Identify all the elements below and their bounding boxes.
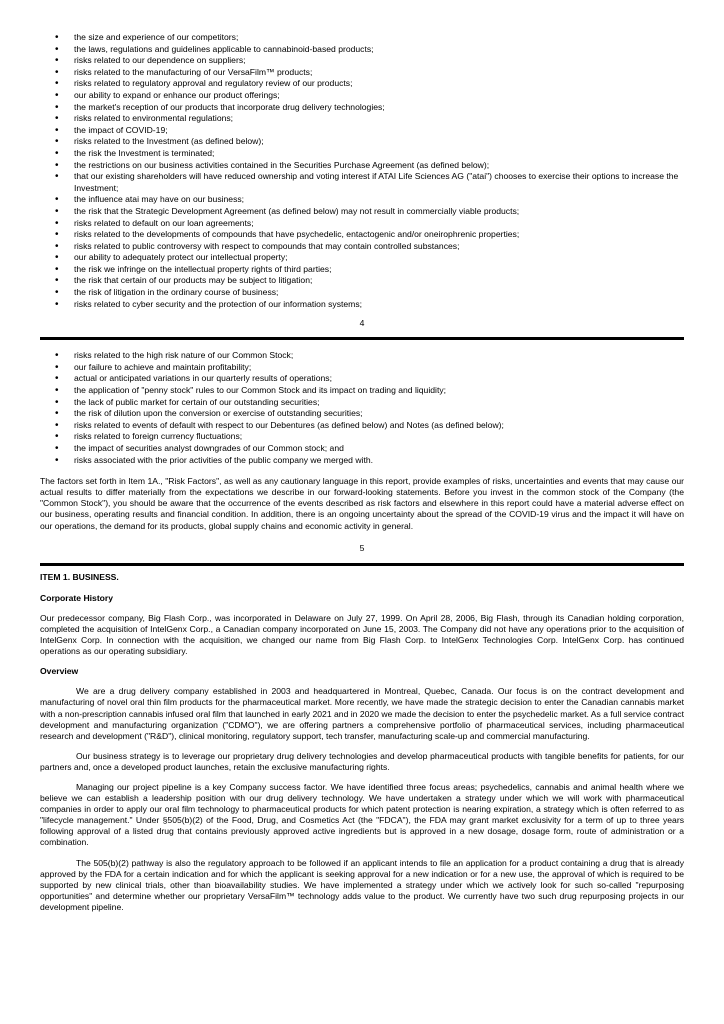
bullet-icon: • (55, 159, 59, 171)
bullet-item (40, 252, 684, 264)
page-number-4: 4 (359, 318, 365, 329)
bullet-icon: • (55, 124, 59, 136)
page-break-rule (40, 563, 684, 566)
bullet-text: our ability to expand or enhance our product offerings; (74, 89, 280, 100)
bullet-icon: • (55, 136, 59, 148)
bullet-text: our failure to achieve and maintain profitability; (74, 361, 252, 372)
corporate-history-heading: Corporate History (40, 592, 114, 603)
bullet-icon: • (55, 361, 59, 373)
bullet-icon: • (55, 43, 59, 55)
bullet-text: the risk of litigation in the ordinary course of business; (74, 287, 279, 298)
bullet-item (40, 397, 684, 409)
bullet-text: actual or anticipated variations in our quarterly results of operations; (74, 373, 332, 384)
bullet-item (40, 160, 684, 172)
bullet-text: the size and experience of our competitors; (74, 32, 239, 42)
bullet-item (40, 420, 684, 432)
bullet-item (40, 275, 684, 287)
bullet-text: the influence atai may have on our business; (74, 194, 245, 205)
bullet-item (40, 78, 684, 90)
bullet-icon: • (55, 263, 59, 275)
bullet-text: the risk that certain of our products may be subject to litigation; (74, 275, 313, 286)
bullet-item (40, 299, 684, 311)
bullet-text: risks related to cyber security and the protection of our information systems; (74, 298, 363, 309)
bullet-icon: • (55, 205, 59, 217)
item-heading: ITEM 1. BUSINESS. (40, 571, 119, 582)
bullet-item (40, 385, 684, 397)
bullet-item (40, 102, 684, 114)
bullet-text: the restrictions on our business activities contained in the Securities Purchase Agreement (as defined below); (74, 159, 490, 170)
bullet-text: risks related to events of default with respect to our Debentures (as defined below) and Notes (as defined below); (74, 419, 504, 430)
bullet-item (40, 32, 684, 44)
bullet-icon: • (55, 373, 59, 385)
bullet-item (40, 362, 684, 374)
bullet-icon: • (55, 419, 59, 431)
bullet-text: risks related to the Investment (as defined below); (74, 136, 264, 147)
bullet-icon: • (55, 78, 59, 90)
bullet-icon: • (55, 454, 59, 466)
document-page (40, 28, 684, 913)
bullet-text: risks related to environmental regulations; (74, 113, 234, 124)
bullet-icon: • (55, 431, 59, 443)
bullet-item (40, 125, 684, 137)
bullet-item (40, 148, 684, 160)
bullet-icon: • (55, 385, 59, 397)
bullet-text: risks associated with the prior activities of the public company we merged with. (74, 454, 374, 465)
bullet-item (40, 90, 684, 102)
bullet-text: that our existing shareholders will have reduced ownership and voting interest if ATAI Life Sciences AG ("atai") chooses to exercise their options to increase the Investment; (74, 171, 679, 193)
risk-factor-list-page-4 (40, 32, 684, 310)
bullet-item (40, 408, 684, 420)
bullet-icon: • (55, 298, 59, 310)
risk-factors-paragraph: The factors set forth in Item 1A., "Risk Factors", as well as any cautionary language in this report, provide examples of risks, uncertainties and events that may cause our actual results to differ materially from the expectations we describe in our forward-looking statements. Before you invest in the common stock of the Company (the "Common Stock"), you should be aware that the occurrence of the events described as risk factors and elsewhere in this report could have a material adverse effect on our business, operating results and financial condition. In addition, there is an ongoing uncertainty about the spread of the COVID-19 virus and the impact it will have on our operations, the demand for its products, global supply chains and economic activity in general. (40, 476, 684, 531)
bullet-icon: • (55, 396, 59, 408)
bullet-text: risks related to default on our loan agreements; (74, 217, 254, 228)
overview-heading: Overview (40, 666, 79, 677)
bullet-item (40, 443, 684, 455)
corporate-history-paragraph: Our predecessor company, Big Flash Corp., was incorporated in Delaware on July 27, 1999. On April 28, 2006, Big Flash, through its Canadian holding corporation, completed the acquisition of IntelGenx Corp., a Canadian company incorporated on June 15, 2003. The Company did not have any operations prior to the acquisition of IntelGenx Corp. In connection with the acquisition, we changed our name from Big Flash Corp. to IntelGenx Technologies Corp. IntelGenx Corp. has continued operations as our operating subsidiary. (40, 612, 684, 657)
bullet-text: the risk of dilution upon the conversion or exercise of outstanding securities; (74, 408, 363, 419)
bullet-item (40, 287, 684, 299)
bullet-item (40, 136, 684, 148)
bullet-text: the application of "penny stock" rules to our Common Stock and its impact on trading and liquidity; (74, 385, 447, 396)
bullet-icon: • (55, 194, 59, 206)
bullet-icon: • (55, 408, 59, 420)
bullet-text: the market's reception of our products that incorporate drug delivery technologies; (74, 101, 385, 112)
bullet-item (40, 373, 684, 385)
bullet-item (40, 218, 684, 230)
overview-paragraph: The 505(b)(2) pathway is also the regulatory approach to be followed if an applicant intends to file an application for a product containing a drug that is already approved by the FDA for a certain indication and for which the applicant is seeking approval for a new indication or for a new use, the approval of which is required to be supported by new clinical trials, other than bioavailability studies. We have implemented a strategy under which we actively look for such so-called "repurposing opportunities" and determine whether our proprietary VersaFilm™ technology adds value to the product. We currently have two such drug repurposing projects in our development pipeline. (40, 857, 684, 912)
page-number-5: 5 (359, 542, 365, 553)
bullet-icon: • (55, 350, 59, 362)
bullet-text: risks related to public controversy with respect to compounds that may contain controlled substances; (74, 240, 460, 251)
bullet-text: risks related to the developments of compounds that have psychedelic, entactogenic and/or oneirophrenic properties; (74, 229, 520, 240)
bullet-item (40, 455, 684, 467)
bullet-item (40, 206, 684, 218)
bullet-text: the impact of securities analyst downgrades of our Common stock; and (74, 443, 344, 453)
bullet-icon: • (55, 32, 59, 43)
bullet-icon: • (55, 147, 59, 159)
bullet-text: our ability to adequately protect our intellectual property; (74, 252, 288, 263)
bullet-icon: • (55, 171, 59, 183)
bullet-item (40, 241, 684, 253)
overview-paragraph: We are a drug delivery company established in 2003 and headquartered in Montreal, Quebec, Canada. Our focus is on the contract development and manufacturing of novel oral thin film products for the pharmaceutical market. More recently, we have made the strategic decision to enter the Canadian cannabis market with a non-prescription cannabis infused oral film that launched in early 2021 and in 2020 we made the decision to enter the psychedelic market. As a full service contract development and manufacturing organization ("CDMO"), we are offering partners a comprehensive portfolio of pharmaceutical services, including pharmaceutical research and development ("R&D"), clinical monitoring, regulatory support, tech transfer, manufacturing scale-up and commercial manufacturing. (40, 686, 684, 741)
bullet-item (40, 171, 684, 194)
bullet-text: the lack of public market for certain of our outstanding securities; (74, 396, 320, 407)
bullet-icon: • (55, 275, 59, 287)
risk-factor-list-page-5 (40, 350, 684, 466)
bullet-item (40, 44, 684, 56)
page-break-rule (40, 337, 684, 340)
bullet-text: the impact of COVID-19; (74, 124, 168, 135)
bullet-item (40, 55, 684, 67)
bullet-icon: • (55, 217, 59, 229)
bullet-icon: • (55, 101, 59, 113)
bullet-text: the laws, regulations and guidelines applicable to cannabinoid-based products; (74, 43, 374, 54)
bullet-text: the risk the Investment is terminated; (74, 147, 215, 158)
bullet-item (40, 350, 684, 362)
bullet-text: risks related to the manufacturing of our VersaFilm™ products; (74, 66, 313, 77)
bullet-item (40, 264, 684, 276)
bullet-item (40, 431, 684, 443)
bullet-item (40, 229, 684, 241)
bullet-text: risks related to foreign currency fluctuations; (74, 431, 243, 442)
bullet-icon: • (55, 240, 59, 252)
bullet-icon: • (55, 89, 59, 101)
bullet-icon: • (55, 443, 59, 454)
bullet-icon: • (55, 287, 59, 299)
bullet-item (40, 194, 684, 206)
bullet-icon: • (55, 66, 59, 78)
bullet-icon: • (55, 229, 59, 241)
bullet-icon: • (55, 55, 59, 67)
bullet-text: risks related to our dependence on suppliers; (74, 55, 246, 66)
bullet-item (40, 113, 684, 125)
bullet-icon: • (55, 113, 59, 125)
bullet-text: the risk that the Strategic Development Agreement (as defined below) may not result in commercially viable products; (74, 205, 520, 216)
overview-paragraph: Managing our project pipeline is a key Company success factor. We have identified three focus areas; psychedelics, cannabis and animal health where we believe we can establish a leadership position with our drug delivery technology. We have undertaken a strategy under which we will work with pharmaceutical companies in order to apply our oral film technology to pharmaceutical products for which patent protection is nearing expiration, a strategy which is often referred to as "lifecycle management." Under §505(b)(2) of the Food, Drug, and Cosmetics Act (the "FDCA"), the FDA may grant market exclusivity for a term of up to three years following approval of a listed drug that contains previously approved active ingredients but is approved in a new dosage, dosage form, route of administration or a combination. (40, 781, 684, 848)
bullet-text: risks related to regulatory approval and regulatory review of our products; (74, 78, 353, 89)
overview-paragraph: Our business strategy is to leverage our proprietary drug delivery technologies and develop pharmaceutical products with tangible benefits for patients, for our partners and, once a developed product launches, retain the exclusive manufacturing rights. (40, 750, 684, 772)
bullet-text: risks related to the high risk nature of our Common Stock; (74, 350, 294, 361)
bullet-icon: • (55, 252, 59, 264)
bullet-text: the risk we infringe on the intellectual property rights of third parties; (74, 263, 332, 274)
bullet-item (40, 67, 684, 79)
